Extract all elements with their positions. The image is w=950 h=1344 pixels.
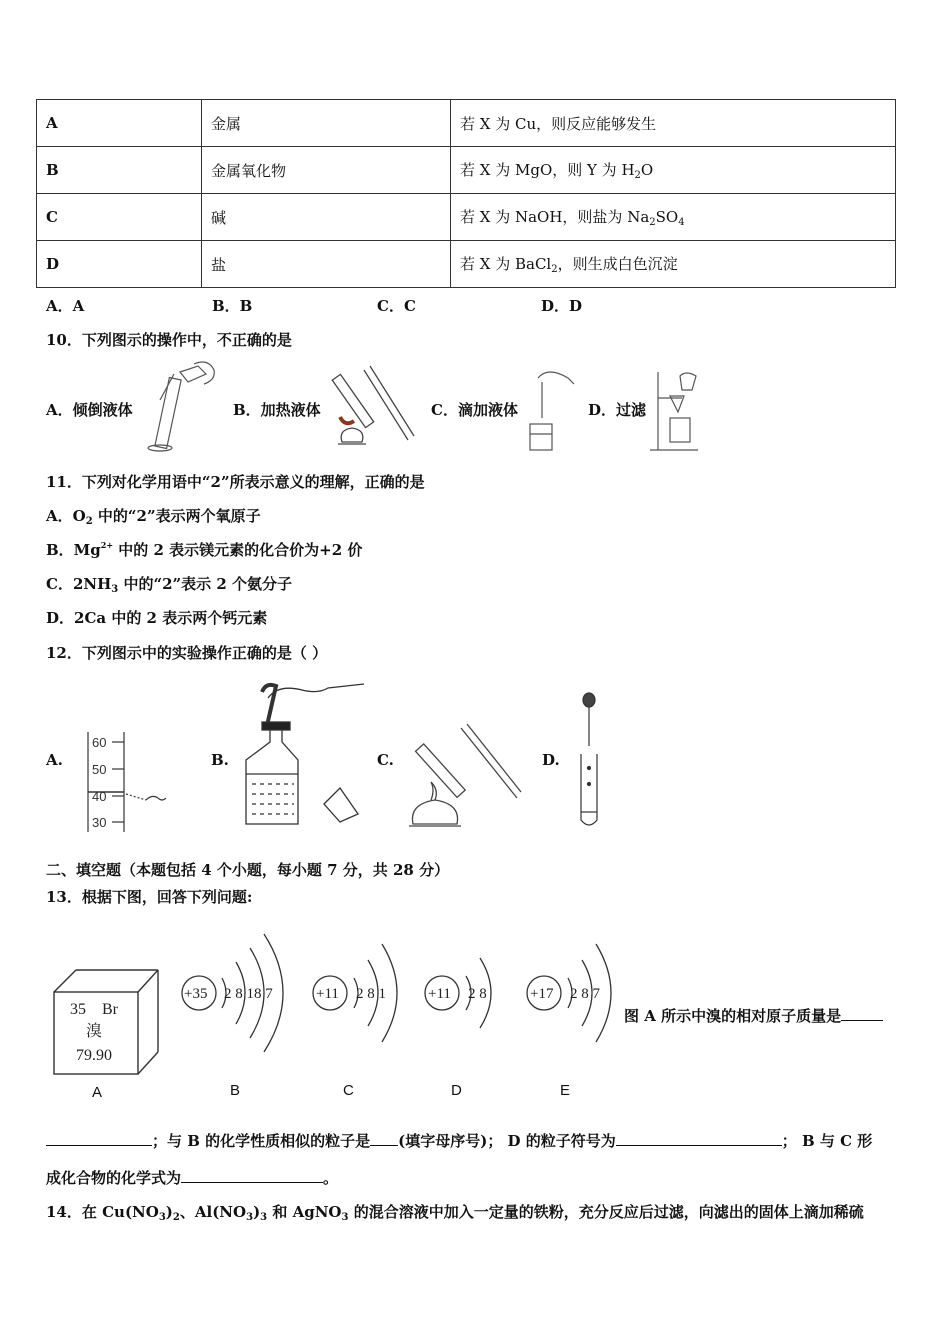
nucleus-charge: +11 bbox=[316, 986, 339, 1002]
q11-option-c[interactable]: C．$2NH_3$ 中的“2”表示 2 个氨分子 bbox=[46, 575, 293, 595]
reagent-bottle-illustration bbox=[240, 676, 365, 828]
element-card-bromine bbox=[52, 968, 162, 1078]
q10-option-d[interactable]: D．过滤 bbox=[588, 401, 647, 419]
q12-option-a[interactable]: A. bbox=[46, 751, 63, 769]
cylinder-tick: 30 bbox=[92, 815, 107, 830]
element-name: 溴 bbox=[86, 1023, 103, 1040]
figure-label-e: E bbox=[560, 1082, 571, 1099]
q12-option-d[interactable]: D. bbox=[542, 751, 560, 769]
table-row bbox=[37, 100, 896, 147]
answer-blank-3[interactable] bbox=[616, 1131, 782, 1146]
choice-c[interactable]: C．C bbox=[377, 297, 416, 315]
table-row bbox=[37, 194, 896, 241]
answer-blank-4[interactable] bbox=[181, 1168, 323, 1183]
q10-option-a[interactable]: A．倾倒液体 bbox=[46, 401, 133, 419]
q13-stem: 13．根据下图，回答下列问题: bbox=[46, 888, 253, 906]
measuring-cylinder-illustration bbox=[84, 730, 174, 835]
q10-option-c[interactable]: C．滴加液体 bbox=[431, 401, 518, 419]
row-condition: 若 X 为 MgO，则 Y 为 $H_2O$ bbox=[451, 147, 896, 194]
pour-liquid-illustration bbox=[140, 360, 220, 455]
atom-diagram-b bbox=[180, 930, 290, 1060]
figure-label-c: C bbox=[343, 1082, 354, 1099]
answer-blank-1b[interactable] bbox=[46, 1131, 152, 1146]
q11-stem: 11．下列对化学用语中“2”所表示意义的理解，正确的是 bbox=[46, 473, 425, 491]
q12-option-b[interactable]: B. bbox=[211, 751, 229, 769]
figure-label-a: A bbox=[92, 1084, 103, 1101]
row-key: C bbox=[37, 194, 202, 241]
choice-a[interactable]: A．A bbox=[46, 297, 85, 315]
q13-line3: 成化合物的化学式为 。 bbox=[46, 1169, 339, 1187]
section-heading: 二、填空题（本题包括 4 个小题，每小题 7 分，共 28 分） bbox=[46, 861, 450, 879]
atom-diagram-e bbox=[522, 930, 617, 1060]
q11-option-d[interactable]: D．2Ca 中的 2 表示两个钙元素 bbox=[46, 609, 268, 627]
heating-test-tube-illustration bbox=[405, 720, 523, 832]
answer-blank-1[interactable] bbox=[841, 1006, 883, 1021]
q12-option-c[interactable]: C. bbox=[377, 751, 394, 769]
q13-line2: ；与 B 的化学性质相似的粒子是 (填字母序号)； D 的粒子符号为 ； B 与 C 形 bbox=[46, 1130, 872, 1151]
choice-b[interactable]: B．B bbox=[212, 297, 253, 315]
row-type: 金属氧化物 bbox=[202, 147, 451, 194]
q14-stem: 14．在 $Cu(NO_3)_2$、$Al(NO_3)_3$ 和 AgNO$_3$ 的混合溶液中加入一定量的铁粉，充分反应后过滤，向滤出的固体上滴加稀硫 bbox=[46, 1203, 864, 1223]
q10-stem: 10．下列图示的操作中，不正确的是 bbox=[46, 331, 292, 349]
row-key: B bbox=[37, 147, 202, 194]
dropper-test-tube-illustration bbox=[578, 692, 604, 832]
row-type: 盐 bbox=[202, 241, 451, 288]
figure-label-d: D bbox=[451, 1082, 462, 1099]
table-row bbox=[37, 241, 896, 288]
row-type: 碱 bbox=[202, 194, 451, 241]
cylinder-tick: 50 bbox=[92, 762, 107, 777]
drop-liquid-illustration bbox=[528, 368, 576, 456]
shell-electrons: 2 8 bbox=[468, 986, 487, 1002]
q10-option-b[interactable]: B．加热液体 bbox=[233, 401, 321, 419]
nucleus-charge: +11 bbox=[428, 986, 451, 1002]
row-condition: 若 X 为 Cu，则反应能够发生 bbox=[451, 100, 896, 147]
options-table bbox=[36, 99, 896, 288]
atomic-mass: 79.90 bbox=[76, 1047, 112, 1064]
q11-option-b[interactable]: B．$Mg^{2+}$ 中的 2 表示镁元素的化合价为+2 价 bbox=[46, 540, 363, 559]
cylinder-tick: 40 bbox=[92, 789, 107, 804]
shell-electrons: 2 8 7 bbox=[570, 986, 600, 1002]
filter-illustration bbox=[648, 368, 706, 456]
atom-diagram-c bbox=[310, 930, 405, 1060]
figure-label-b: B bbox=[230, 1082, 241, 1099]
row-key: D bbox=[37, 241, 202, 288]
row-condition: 若 X 为 BaCl$_2$，则生成白色沉淀 bbox=[451, 241, 896, 288]
row-condition: 若 X 为 NaOH，则盐为 $Na_2SO_4$ bbox=[451, 194, 896, 241]
heat-liquid-illustration bbox=[330, 362, 415, 457]
row-key: A bbox=[37, 100, 202, 147]
cylinder-tick: 60 bbox=[92, 735, 107, 750]
q11-option-a[interactable]: A．$O_2$ 中的“2”表示两个氧原子 bbox=[46, 507, 261, 527]
shell-electrons: 2 8 18 7 bbox=[224, 986, 273, 1002]
nucleus-charge: +35 bbox=[184, 986, 208, 1002]
table-row bbox=[37, 147, 896, 194]
answer-blank-2[interactable] bbox=[370, 1131, 398, 1146]
element-symbol: Br bbox=[102, 1001, 118, 1018]
choice-d[interactable]: D．D bbox=[541, 297, 583, 315]
q13-line1: 图 A 所示中溴的相对原子质量是 bbox=[624, 1005, 883, 1026]
atomic-number: 35 bbox=[70, 1001, 86, 1018]
atom-diagram-d bbox=[422, 930, 502, 1060]
q12-stem: 12．下列图示中的实验操作正确的是（ ） bbox=[46, 644, 328, 662]
nucleus-charge: +17 bbox=[530, 986, 554, 1002]
shell-electrons: 2 8 1 bbox=[356, 986, 386, 1002]
row-type: 金属 bbox=[202, 100, 451, 147]
